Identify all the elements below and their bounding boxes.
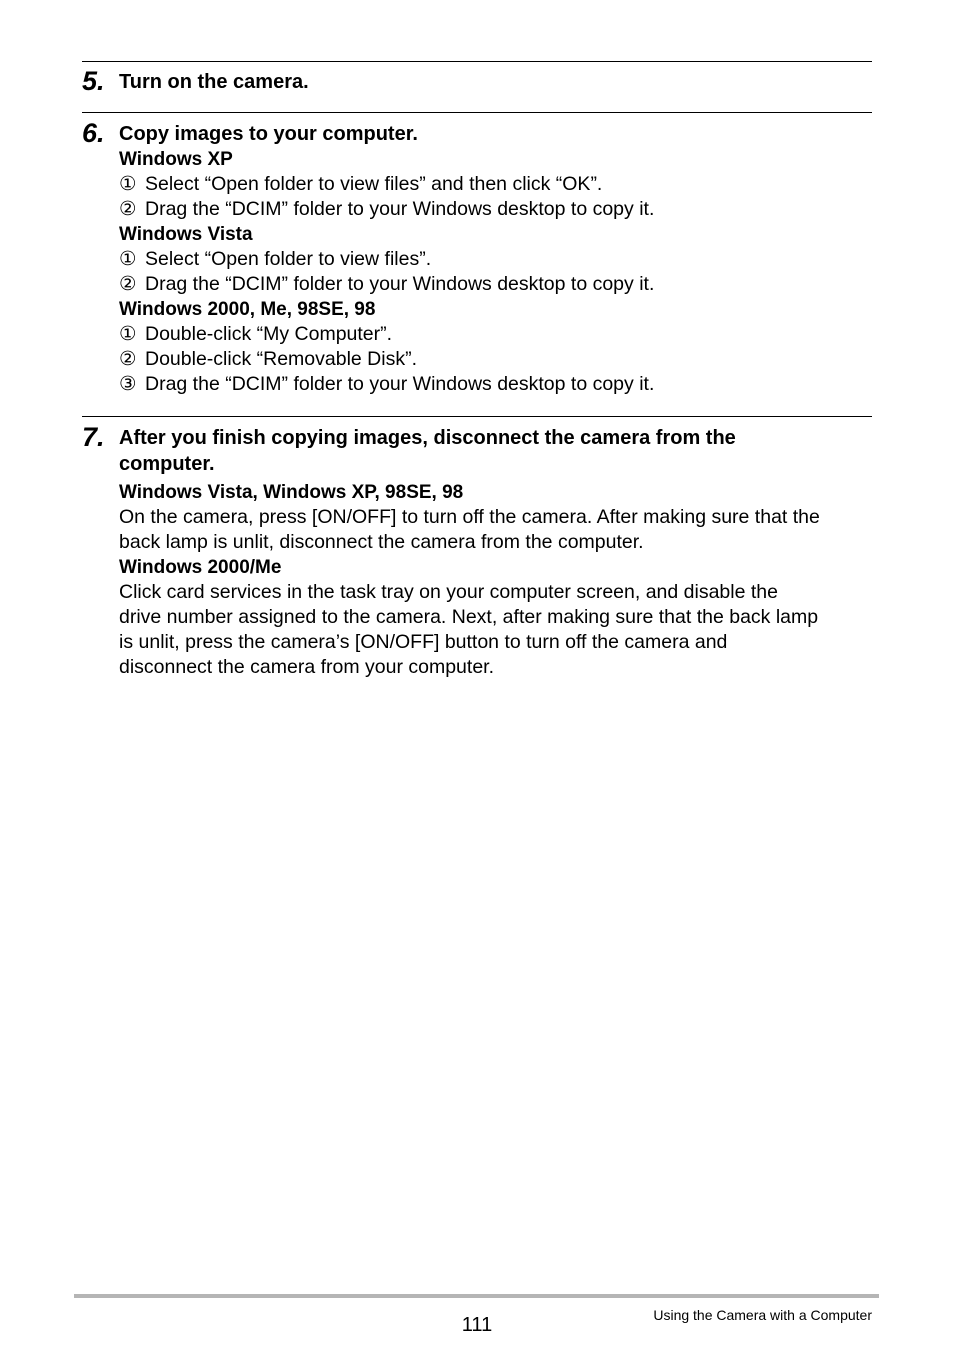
paragraph-line: drive number assigned to the camera. Next, after making sure that the back lamp <box>119 606 819 628</box>
divider-step-5 <box>82 61 872 62</box>
section-heading: Windows Vista <box>119 224 253 245</box>
step-title-line: After you finish copying images, disconnect the camera from the <box>119 427 736 449</box>
divider-step-7 <box>82 416 872 417</box>
footer-divider <box>74 1294 879 1298</box>
list-item <box>119 247 872 272</box>
list-item-text: Select “Open folder to view files”. <box>145 248 432 270</box>
circled-number: ② <box>119 273 137 295</box>
step-title-line: computer. <box>119 453 215 475</box>
step-number: 7. <box>82 422 105 452</box>
paragraph-line: On the camera, press [ON/OFF] to turn off the camera. After making sure that the <box>119 506 820 528</box>
circled-number: ② <box>119 198 137 220</box>
list-item <box>119 197 872 222</box>
list-item-text: Drag the “DCIM” folder to your Windows desktop to copy it. <box>145 273 655 295</box>
circled-number: ① <box>119 173 137 195</box>
list-item-text: Double-click “Removable Disk”. <box>145 348 417 370</box>
step-title: Copy images to your computer. <box>119 123 418 145</box>
step-5 <box>82 66 872 95</box>
step-6 <box>82 118 872 397</box>
circled-number: ③ <box>119 373 137 395</box>
paragraph-line: back lamp is unlit, disconnect the camera from the computer. <box>119 531 644 553</box>
paragraph-line: Click card services in the task tray on your computer screen, and disable the <box>119 581 778 603</box>
list-item <box>119 272 872 297</box>
circled-number: ② <box>119 348 137 370</box>
list-item-text: Double-click “My Computer”. <box>145 323 393 345</box>
footer-section-title: Using the Camera with a Computer <box>653 1307 872 1323</box>
list-item-text: Drag the “DCIM” folder to your Windows desktop to copy it. <box>145 198 655 220</box>
list-item-text: Drag the “DCIM” folder to your Windows desktop to copy it. <box>145 373 655 395</box>
section-heading: Windows 2000, Me, 98SE, 98 <box>119 299 376 320</box>
circled-number: ① <box>119 248 137 270</box>
section-heading: Windows Vista, Windows XP, 98SE, 98 <box>119 482 464 503</box>
step-number: 6. <box>82 118 105 148</box>
paragraph-line: is unlit, press the camera’s [ON/OFF] button to turn off the camera and <box>119 631 728 653</box>
page-number: 111 <box>461 1314 493 1336</box>
step-7 <box>82 422 872 680</box>
step-title: Turn on the camera. <box>119 71 309 93</box>
circled-number: ① <box>119 323 137 345</box>
list-item <box>119 372 872 397</box>
step-number: 5. <box>82 66 105 96</box>
paragraph-line: disconnect the camera from your computer. <box>119 656 495 678</box>
list-item <box>119 172 872 197</box>
list-item-text: Select “Open folder to view files” and then click “OK”. <box>145 173 603 195</box>
list-item <box>119 322 872 347</box>
divider-step-6 <box>82 112 872 113</box>
list-item <box>119 347 872 372</box>
section-heading: Windows XP <box>119 149 233 170</box>
section-heading: Windows 2000/Me <box>119 557 282 578</box>
